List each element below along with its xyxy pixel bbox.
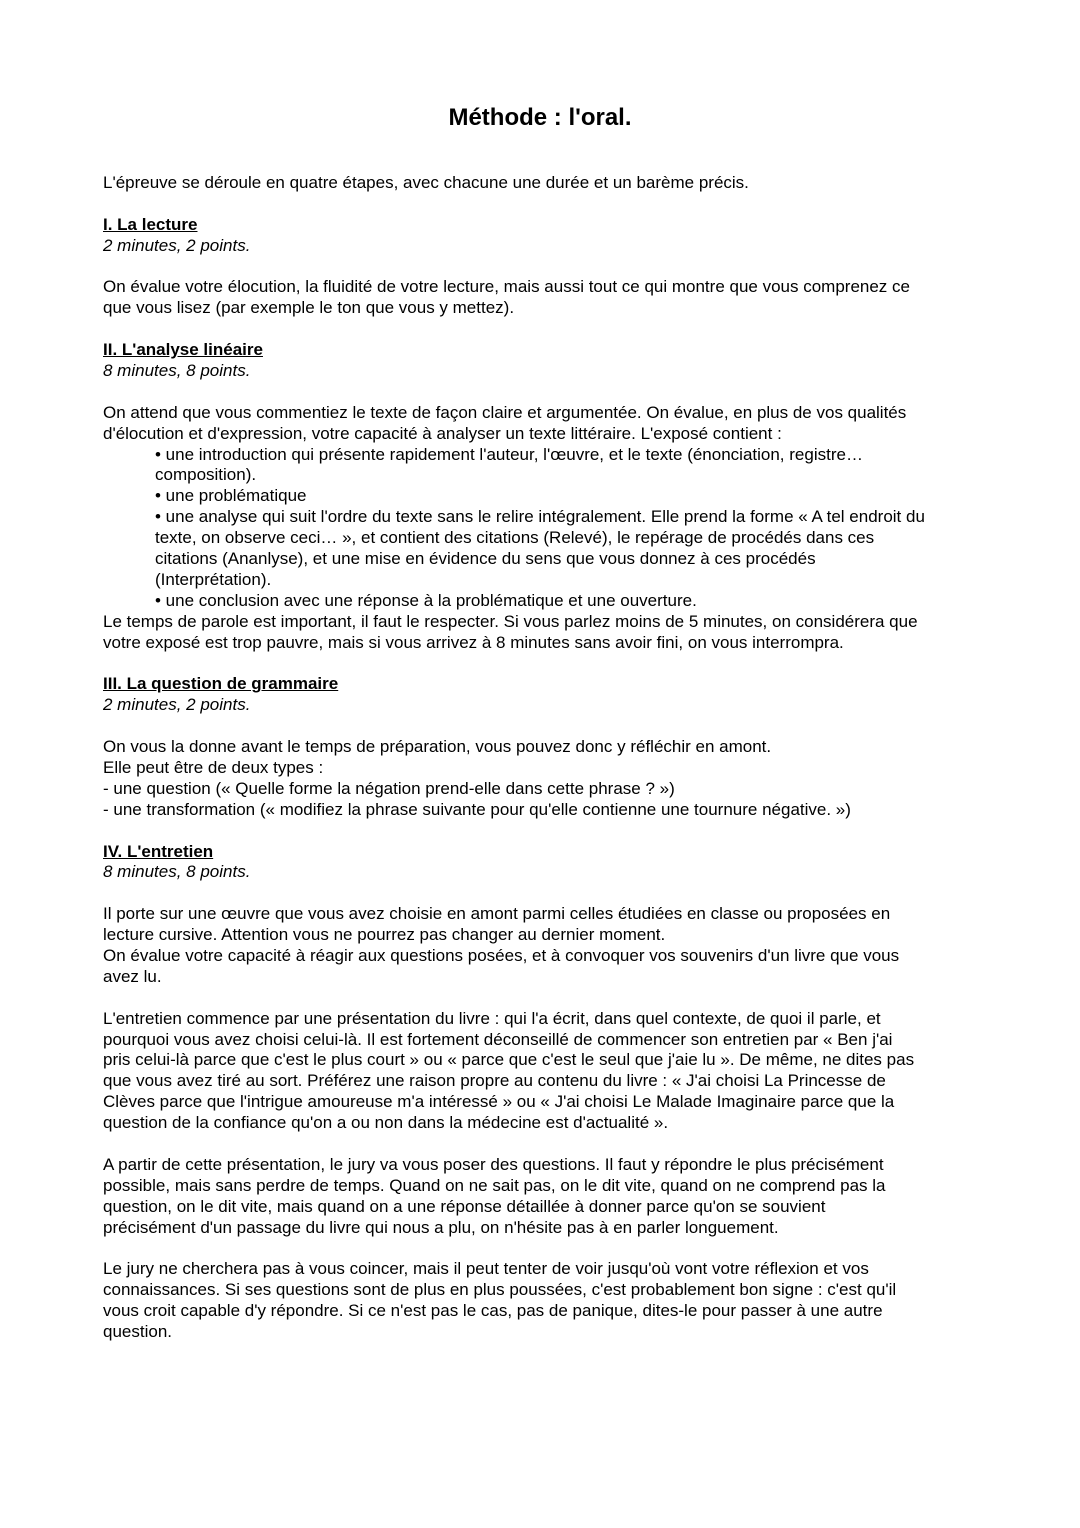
paragraph-gap xyxy=(103,382,1003,403)
text-line: question, on le dit vite, mais quand on a une réponse détaillée à donner parce qu'on se souvient xyxy=(103,1196,826,1216)
section-duration xyxy=(103,361,1003,382)
text-line: connaissances. Si ses questions sont de plus en plus poussées, c'est probablement bon signe : c'est qu'il xyxy=(103,1280,897,1300)
paragraph-gap xyxy=(103,653,1003,674)
text-line: pris celui-là parce que c'est le plus court » ou « parce que c'est le seul que j'aie lu ». De même, ne dites pas xyxy=(103,1050,915,1070)
section-heading xyxy=(103,215,1003,236)
paragraph-gap xyxy=(103,1238,1003,1259)
section-duration xyxy=(103,695,1003,716)
text-line: L'épreuve se déroule en quatre étapes, avec chacune une durée et un barème précis. xyxy=(103,173,749,192)
paragraph-gap xyxy=(103,257,1003,278)
text-line: Le temps de parole est important, il faut le respecter. Si vous parlez moins de 5 minutes, on considérera que xyxy=(103,611,918,631)
text-line: 8 minutes, 8 points. xyxy=(103,361,251,381)
list-line: composition). xyxy=(155,465,257,485)
text-line: vous croit capable d'y répondre. Si ce n'est pas le cas, pas de panique, dites-le pour passer à une autre xyxy=(103,1301,883,1321)
list-line: • une analyse qui suit l'ordre du texte sans le relire intégralement. Elle prend la forme « A tel endroit du xyxy=(155,507,925,527)
list-line: (Interprétation). xyxy=(155,569,272,589)
text-line: L'entretien commence par une présentation du livre : qui l'a écrit, dans quel contexte, de quoi il parle, et xyxy=(103,1008,881,1028)
text-line: 8 minutes, 8 points. xyxy=(103,862,251,882)
text-line: Clèves parce que l'intrigue amoureuse m'a intéressé » ou « J'ai choisi Le Malade Imaginaire parce que la xyxy=(103,1092,895,1112)
text-line: I. La lecture xyxy=(103,214,198,234)
text-line: avez lu. xyxy=(103,966,162,986)
paragraph-gap xyxy=(103,821,1003,842)
paragraph xyxy=(103,1009,1003,1134)
bullet-list xyxy=(103,445,1003,612)
paragraph xyxy=(103,403,1003,445)
paragraph-gap xyxy=(103,988,1003,1009)
text-line: question. xyxy=(103,1321,172,1341)
text-line: On évalue votre capacité à réagir aux questions posées, et à convoquer vos souvenirs d'un livre que vous xyxy=(103,945,900,965)
text-line: II. L'analyse linéaire xyxy=(103,340,263,360)
page-title: Méthode : l'oral. xyxy=(448,104,632,131)
text-line: Il porte sur une œuvre que vous avez choisie en amont parmi celles étudiées en classe ou proposées en xyxy=(103,904,891,924)
paragraph xyxy=(103,612,1003,654)
section-heading xyxy=(103,842,1003,863)
list-line: • une problématique xyxy=(155,486,307,506)
paragraph xyxy=(103,277,1003,319)
list-line: texte, on observe ceci… », et contient des citations (Relevé), le repérage de procédés dans ces xyxy=(155,528,875,548)
text-line: que vous avez tiré au sort. Préférez une raison propre au contenu du livre : « J'ai choisi La Princesse de xyxy=(103,1071,886,1091)
section-duration xyxy=(103,862,1003,883)
section-heading xyxy=(103,674,1003,695)
paragraph xyxy=(103,904,1003,988)
text-line: On attend que vous commentiez le texte de façon claire et argumentée. On évalue, en plus de vos qualités xyxy=(103,402,907,422)
paragraph-gap xyxy=(103,883,1003,904)
text-line: possible, mais sans perdre de temps. Quand on ne sait pas, on le dit vite, quand on ne comprend pas la xyxy=(103,1175,886,1195)
text-line: pourquoi vous avez choisi celui-là. Il est fortement déconseillé de commencer son entretien par « Ben j'ai xyxy=(103,1029,893,1049)
text-line: IV. L'entretien xyxy=(103,841,214,861)
list-line: citations (Ananlyse), et une mise en évidence du sens que vous donnez à ces procédés xyxy=(155,549,816,569)
text-line: précisément d'un passage du livre qui nous a plu, on n'hésite pas à en parler longuement. xyxy=(103,1217,779,1237)
paragraph xyxy=(103,173,1003,194)
text-line: 2 minutes, 2 points. xyxy=(103,235,251,255)
text-line: - une transformation (« modifiez la phrase suivante pour qu'elle contienne une tournure négative. ») xyxy=(103,799,851,819)
paragraph xyxy=(103,737,1003,821)
paragraph xyxy=(103,1259,1003,1343)
text-line: lecture cursive. Attention vous ne pourrez pas changer au dernier moment. xyxy=(103,925,666,945)
document-body xyxy=(103,173,1003,1343)
text-line: III. La question de grammaire xyxy=(103,674,339,694)
text-line: On vous la donne avant le temps de préparation, vous pouvez donc y réfléchir en amont. xyxy=(103,737,772,757)
paragraph-gap xyxy=(103,716,1003,737)
list-line: • une introduction qui présente rapidement l'auteur, l'œuvre, et le texte (énonciation, registre… xyxy=(155,444,863,464)
text-line: 2 minutes, 2 points. xyxy=(103,695,251,715)
text-line: Le jury ne cherchera pas à vous coincer, mais il peut tenter de voir jusqu'où vont votre réflexion et vos xyxy=(103,1259,869,1279)
list-line: • une conclusion avec une réponse à la problématique et une ouverture. xyxy=(155,590,697,610)
paragraph xyxy=(103,1155,1003,1239)
paragraph-gap xyxy=(103,1134,1003,1155)
text-line: Elle peut être de deux types : xyxy=(103,757,324,777)
text-line: que vous lisez (par exemple le ton que vous y mettez). xyxy=(103,298,515,318)
text-line: On évalue votre élocution, la fluidité de votre lecture, mais aussi tout ce qui montre que vous comprenez ce xyxy=(103,277,910,297)
section-heading xyxy=(103,340,1003,361)
text-line: question de la confiance qu'on a ou non dans la médecine est d'actualité ». xyxy=(103,1113,669,1133)
text-line: A partir de cette présentation, le jury va vous poser des questions. Il faut y répondre le plus précisément xyxy=(103,1154,884,1174)
section-duration xyxy=(103,236,1003,257)
text-line: d'élocution et d'expression, votre capacité à analyser un texte littéraire. L'exposé contient : xyxy=(103,423,782,443)
paragraph-gap xyxy=(103,319,1003,340)
paragraph-gap xyxy=(103,194,1003,215)
text-line: votre exposé est trop pauvre, mais si vous arrivez à 8 minutes sans avoir fini, on vous interrompra. xyxy=(103,632,844,652)
text-line: - une question (« Quelle forme la négation prend-elle dans cette phrase ? ») xyxy=(103,778,675,798)
